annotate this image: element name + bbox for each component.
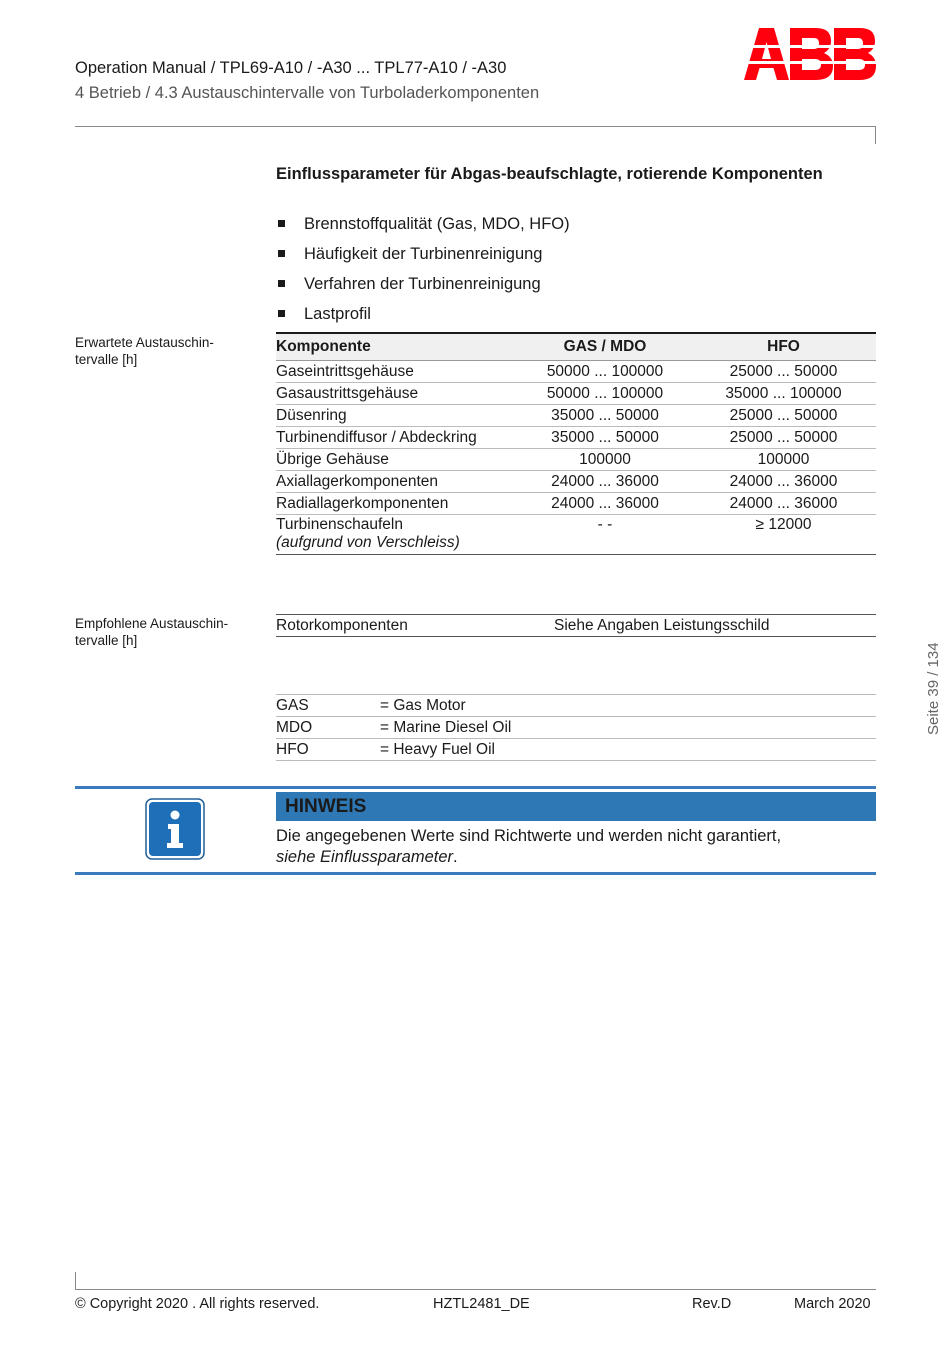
cell-gas-mdo: 24000 ... 36000 (519, 493, 691, 515)
table-row (276, 471, 876, 493)
cell-hfo: 25000 ... 50000 (691, 405, 876, 427)
cell-gas-mdo: 24000 ... 36000 (519, 471, 691, 493)
bullet-icon (278, 220, 285, 227)
footer-divider-tick (75, 1272, 76, 1289)
list-item-text: Lastprofil (304, 305, 371, 323)
column-header-component: Komponente (276, 333, 519, 361)
list-item (276, 271, 570, 301)
bullet-icon (278, 250, 285, 257)
cell-hfo: 100000 (691, 449, 876, 471)
section-title: Einflussparameter für Abgas-beaufschlagte, rotierende Komponenten (276, 165, 823, 183)
recommended-intervals-label (75, 615, 265, 649)
table-row (276, 427, 876, 449)
note-text-main: Die angegebenen Werte sind Richtwerte und werden nicht garantiert, (276, 827, 782, 845)
expected-intervals-label (75, 334, 265, 368)
table-row (276, 493, 876, 515)
note-top-border (75, 786, 876, 789)
cell-value: Siehe Angaben Leistungsschild (554, 615, 876, 637)
table-header-row (276, 333, 876, 361)
cell-component: Radiallagerkomponenten (276, 493, 519, 515)
cell-meaning: = Marine Diesel Oil (380, 717, 876, 739)
cell-hfo: 24000 ... 36000 (691, 471, 876, 493)
cell-component: Düsenring (276, 405, 519, 427)
table-row (276, 405, 876, 427)
list-item-text: Häufigkeit der Turbinenreinigung (304, 245, 543, 263)
table-row (276, 449, 876, 471)
cell-abbreviation: MDO (276, 717, 380, 739)
note-text-end: . (453, 848, 458, 866)
cell-hfo: 25000 ... 50000 (691, 427, 876, 449)
cell-meaning: = Gas Motor (380, 695, 876, 717)
footer-divider (75, 1289, 876, 1290)
list-item (276, 301, 570, 331)
cell-meaning: = Heavy Fuel Oil (380, 739, 876, 761)
cell-hfo: ≥ 12000 (691, 515, 876, 555)
cell-component (276, 515, 519, 555)
table-row (276, 361, 876, 383)
table-row (276, 739, 876, 761)
page-number: Seite 39 / 134 (925, 642, 942, 735)
cell-component: Axiallagerkomponenten (276, 471, 519, 493)
breadcrumb: 4 Betrieb / 4.3 Austauschintervalle von Turboladerkomponenten (75, 84, 540, 102)
component-note: (aufgrund von Verschleiss) (276, 534, 460, 551)
table-row (276, 615, 876, 637)
table-row (276, 383, 876, 405)
abbreviation-table (276, 694, 876, 761)
table-row (276, 515, 876, 555)
cell-gas-mdo: 35000 ... 50000 (519, 427, 691, 449)
cell-gas-mdo: 100000 (519, 449, 691, 471)
list-item-text: Brennstoffqualität (Gas, MDO, HFO) (304, 215, 570, 233)
component-name: Turbinenschaufeln (276, 516, 403, 533)
cell-abbreviation: GAS (276, 695, 380, 717)
note-heading: HINWEIS (285, 796, 367, 817)
list-item (276, 241, 570, 271)
document-title: Operation Manual / TPL69-A10 / -A30 ... TPL77-A10 / -A30 (75, 59, 507, 77)
info-icon (145, 798, 205, 860)
table-row (276, 717, 876, 739)
label-line: tervalle [h] (75, 633, 138, 648)
cell-gas-mdo: 50000 ... 100000 (519, 383, 691, 405)
bullet-icon (278, 280, 285, 287)
column-header-gas-mdo: GAS / MDO (519, 333, 691, 361)
cell-hfo: 35000 ... 100000 (691, 383, 876, 405)
cell-gas-mdo: - - (519, 515, 691, 555)
date: March 2020 (794, 1296, 871, 1312)
copyright: © Copyright 2020 . All rights reserved. (75, 1296, 320, 1312)
note-reference-link: siehe Einflussparameter (276, 848, 454, 866)
document-id: HZTL2481_DE (433, 1296, 530, 1312)
label-line: Empfohlene Austauschin- (75, 616, 229, 631)
influence-parameter-list (276, 211, 570, 331)
column-header-hfo: HFO (691, 333, 876, 361)
note-text (276, 826, 876, 868)
bullet-icon (278, 310, 285, 317)
cell-component: Rotorkomponenten (276, 615, 554, 637)
label-line: Erwartete Austauschin- (75, 335, 214, 350)
cell-gas-mdo: 35000 ... 50000 (519, 405, 691, 427)
cell-component: Turbinendiffusor / Abdeckring (276, 427, 519, 449)
abb-logo (744, 28, 876, 80)
header-divider-tick (875, 126, 876, 144)
recommended-intervals-table (276, 614, 876, 637)
note-bottom-border (75, 872, 876, 875)
list-item (276, 211, 570, 241)
cell-gas-mdo: 50000 ... 100000 (519, 361, 691, 383)
list-item-text: Verfahren der Turbinenreinigung (304, 275, 541, 293)
cell-hfo: 25000 ... 50000 (691, 361, 876, 383)
revision: Rev.D (692, 1296, 732, 1312)
cell-abbreviation: HFO (276, 739, 380, 761)
cell-hfo: 24000 ... 36000 (691, 493, 876, 515)
label-line: tervalle [h] (75, 352, 138, 367)
cell-component: Übrige Gehäuse (276, 449, 519, 471)
expected-intervals-table (276, 332, 876, 555)
header-divider (75, 126, 876, 127)
cell-component: Gasaustrittsgehäuse (276, 383, 519, 405)
table-row (276, 695, 876, 717)
cell-component: Gaseintrittsgehäuse (276, 361, 519, 383)
note-heading-bar (276, 792, 876, 821)
